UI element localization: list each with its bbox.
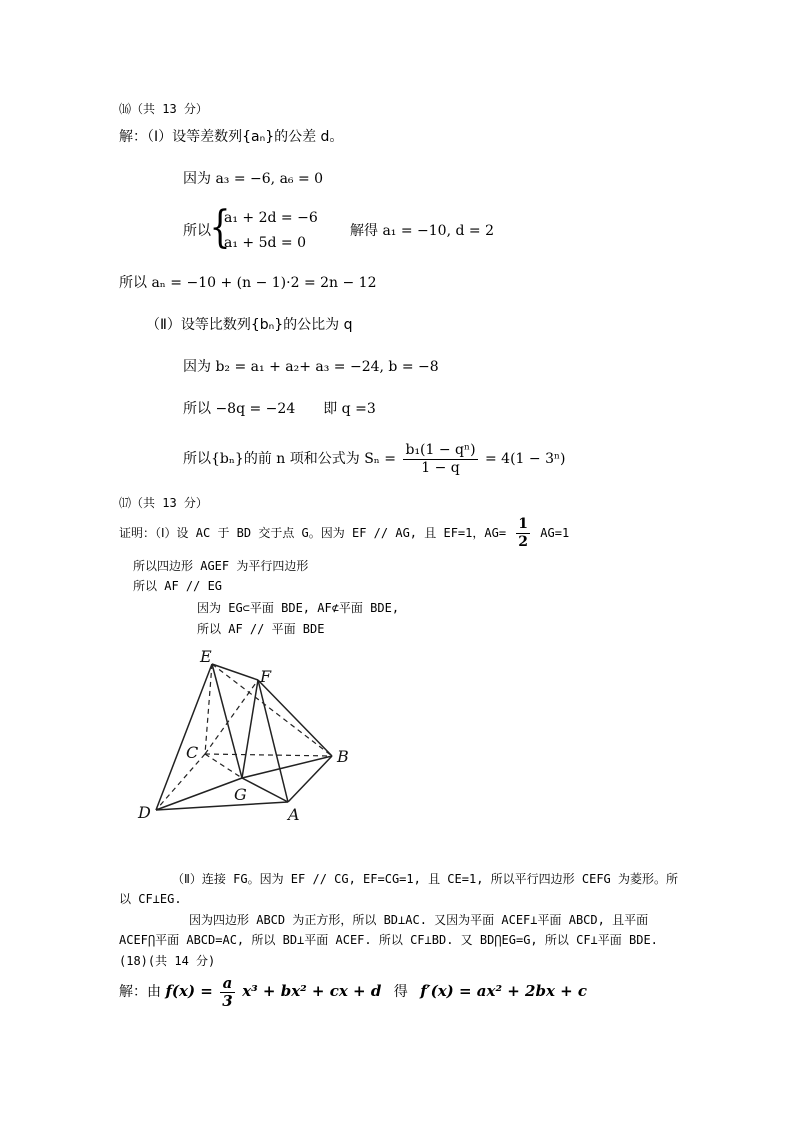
- q16-system-eq1: a₁ + 2d = −6: [224, 210, 318, 226]
- sum-fraction-numerator: b₁(1 − qⁿ): [405, 441, 476, 458]
- q17-header: ⒄（共 13 分）: [119, 496, 208, 510]
- q18-solution-line: [119, 972, 587, 1011]
- edge-FB: [258, 680, 332, 756]
- q16-system-result: 解得 a₁ = −10, d = 2: [350, 223, 494, 239]
- half-fraction: [516, 516, 530, 551]
- edge-CB: [205, 754, 332, 756]
- q18-derivative: f′(x) = ax² + 2bx + c: [420, 982, 588, 1000]
- label-G: G: [234, 785, 247, 804]
- q18-header: (18)(共 14 分): [119, 954, 216, 968]
- edge-GB: [242, 756, 332, 778]
- q18-f-lhs: f(x) =: [165, 982, 213, 1000]
- q17-part2-line4: ACEF⋂平面 ABCD=AC, 所以 BD⊥平面 ACEF. 所以 CF⊥BD. 又 BD⋂EG=G, 所以 CF⊥平面 BDE.: [119, 933, 658, 947]
- geometry-figure: [120, 640, 360, 840]
- q18-solution-prefix: 解：由: [119, 984, 161, 1000]
- q16-system-eq2: a₁ + 5d = 0: [224, 235, 306, 251]
- edge-FG: [242, 680, 258, 778]
- half-denominator: 2: [518, 534, 529, 550]
- label-E: E: [200, 647, 212, 666]
- q17-part2-line1: （Ⅱ）连接 FG。因为 EF // CG, EF=CG=1, 且 CE=1, 所以平行四边形 CEFG 为菱形。所: [172, 872, 678, 886]
- q18-f-rhs: x³ + bx² + cx + d: [242, 982, 382, 1000]
- q18-coef-numerator: a: [220, 975, 234, 993]
- sum-fraction-denominator: 1 − q: [421, 459, 460, 476]
- edge-ED: [156, 664, 212, 810]
- q16-header: ⒃（共 13 分）: [119, 102, 208, 116]
- half-numerator: 1: [518, 516, 529, 532]
- label-B: B: [337, 747, 349, 766]
- q18-coef-denominator: 3: [222, 991, 233, 1010]
- edge-EF: [212, 664, 258, 680]
- q17-part2-line2: 以 CF⊥EG.: [119, 892, 182, 906]
- edge-FA: [258, 680, 288, 802]
- edge-GA: [242, 778, 288, 802]
- q16-part2-ratio: 所以 −8q = −24 即 q =3: [183, 401, 376, 417]
- q18-coef-fraction: [220, 975, 234, 1010]
- sum-fraction: [403, 442, 477, 477]
- edge-CF: [205, 680, 258, 754]
- q18-de: 得: [393, 984, 408, 1000]
- label-F: F: [260, 667, 272, 686]
- q16-given: 因为 a₃ = −6, a₆ = 0: [183, 171, 324, 187]
- q17-part2-line3: 因为四边形 ABCD 为正方形，所以 BD⊥AC. 又因为平面 ACEF⊥平面 ABCD, 且平面: [189, 913, 649, 927]
- sum-suffix: = 4(1 − 3ⁿ): [485, 451, 566, 467]
- q17-proof-suffix: AG=1: [540, 526, 570, 540]
- label-D: D: [138, 803, 151, 822]
- sum-prefix: 所以{bₙ}的前 n 项和公式为 Sₙ =: [183, 451, 397, 467]
- label-C: C: [186, 743, 199, 762]
- q16-system-prefix: 所以: [183, 223, 211, 239]
- edge-AB: [288, 756, 332, 802]
- q16-part2-intro: （Ⅱ）设等比数列{bₙ}的公比为 q: [146, 317, 353, 333]
- edge-EB: [212, 664, 332, 756]
- system-brace: {: [209, 202, 231, 253]
- q17-proof-line: [119, 514, 569, 552]
- q17-line-subset: 因为 EG⊂平面 BDE, AF⊄平面 BDE,: [197, 601, 400, 615]
- q16-part2-given: 因为 b₂ = a₁ + a₂+ a₃ = −24, b = −8: [183, 359, 439, 375]
- q17-line-conclusion: 所以 AF // 平面 BDE: [197, 622, 325, 636]
- q17-line-af-eg: 所以 AF // EG: [133, 579, 223, 593]
- q17-proof-prefix: 证明：（Ⅰ）设 AC 于 BD 交于点 G。因为 EF // AG, 且 EF=1，AG=: [119, 526, 507, 540]
- q16-sum-formula: [183, 440, 566, 478]
- q17-line-parallelogram: 所以四边形 AGEF 为平行四边形: [133, 559, 309, 573]
- label-A: A: [288, 805, 300, 824]
- q16-intro: 解：（Ⅰ）设等差数列{aₙ}的公差 d。: [119, 129, 344, 145]
- q16-general-term: 所以 aₙ = −10 + (n − 1)·2 = 2n − 12: [119, 275, 377, 291]
